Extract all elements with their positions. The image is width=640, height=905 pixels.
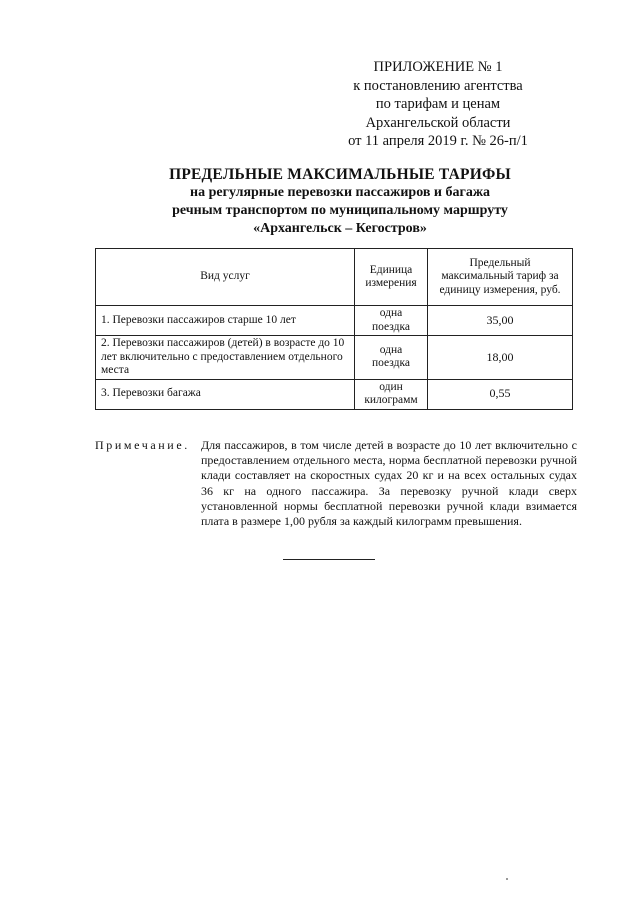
scan-speck bbox=[506, 878, 508, 880]
cell-service: 2. Перевозки пассажиров (детей) в возрасте до 10 лет включительно с предоставлением отдельного места bbox=[96, 336, 355, 380]
appendix-ref-line: по тарифам и ценам bbox=[375, 96, 501, 112]
table-row bbox=[96, 336, 573, 380]
appendix-number: ПРИЛОЖЕНИЕ № 1 bbox=[373, 59, 503, 75]
appendix-header bbox=[318, 58, 558, 151]
cell-tariff: 0,55 bbox=[428, 379, 573, 409]
table-row bbox=[96, 379, 573, 409]
title-subline: на регулярные перевозки пассажиров и багажа bbox=[190, 185, 490, 200]
cell-tariff: 35,00 bbox=[428, 306, 573, 336]
document-title bbox=[60, 166, 620, 238]
title-route: «Архангельск – Кегостров» bbox=[253, 221, 427, 236]
appendix-date: от 11 апреля 2019 г. № 26-п/1 bbox=[348, 133, 528, 149]
appendix-ref-line: Архангельской области bbox=[365, 114, 511, 131]
cell-unit: одна поездка bbox=[355, 336, 428, 380]
cell-service: 1. Перевозки пассажиров старше 10 лет bbox=[96, 306, 355, 336]
note-text: Для пассажиров, в том числе детей в возрасте до 10 лет включительно с предоставлением отдельного места, норма бесплатной перевозки ручной клади составляет на скоростных судах 20 кг и на всех остальных судах 36 кг на одного пассажира. За перевозку ручной клади сверх установленной нормы бесплатной перевозки ручной клади взимается плата в размере 1,00 рубля за каждый килограмм превышения. bbox=[201, 438, 577, 529]
cell-service: 3. Перевозки багажа bbox=[96, 379, 355, 409]
tariff-table bbox=[95, 248, 573, 410]
note-block bbox=[95, 438, 577, 529]
cell-unit: один килограмм bbox=[355, 379, 428, 409]
note-label: Примечание. bbox=[95, 438, 190, 452]
header-service: Вид услуг bbox=[96, 249, 355, 306]
cell-unit: одна поездка bbox=[355, 306, 428, 336]
appendix-ref-line: к постановлению агентства bbox=[353, 77, 523, 94]
header-tariff: Предельный максимальный тариф за единицу измерения, руб. bbox=[428, 249, 573, 306]
table-row bbox=[96, 306, 573, 336]
table-header-row bbox=[96, 249, 573, 306]
header-unit: Единица измерения bbox=[355, 249, 428, 306]
title-main: ПРЕДЕЛЬНЫЕ МАКСИМАЛЬНЫЕ ТАРИФЫ bbox=[169, 166, 511, 183]
title-subline: речным транспортом по муниципальному маршруту bbox=[172, 203, 508, 218]
closing-divider bbox=[283, 559, 375, 560]
cell-tariff: 18,00 bbox=[428, 336, 573, 380]
